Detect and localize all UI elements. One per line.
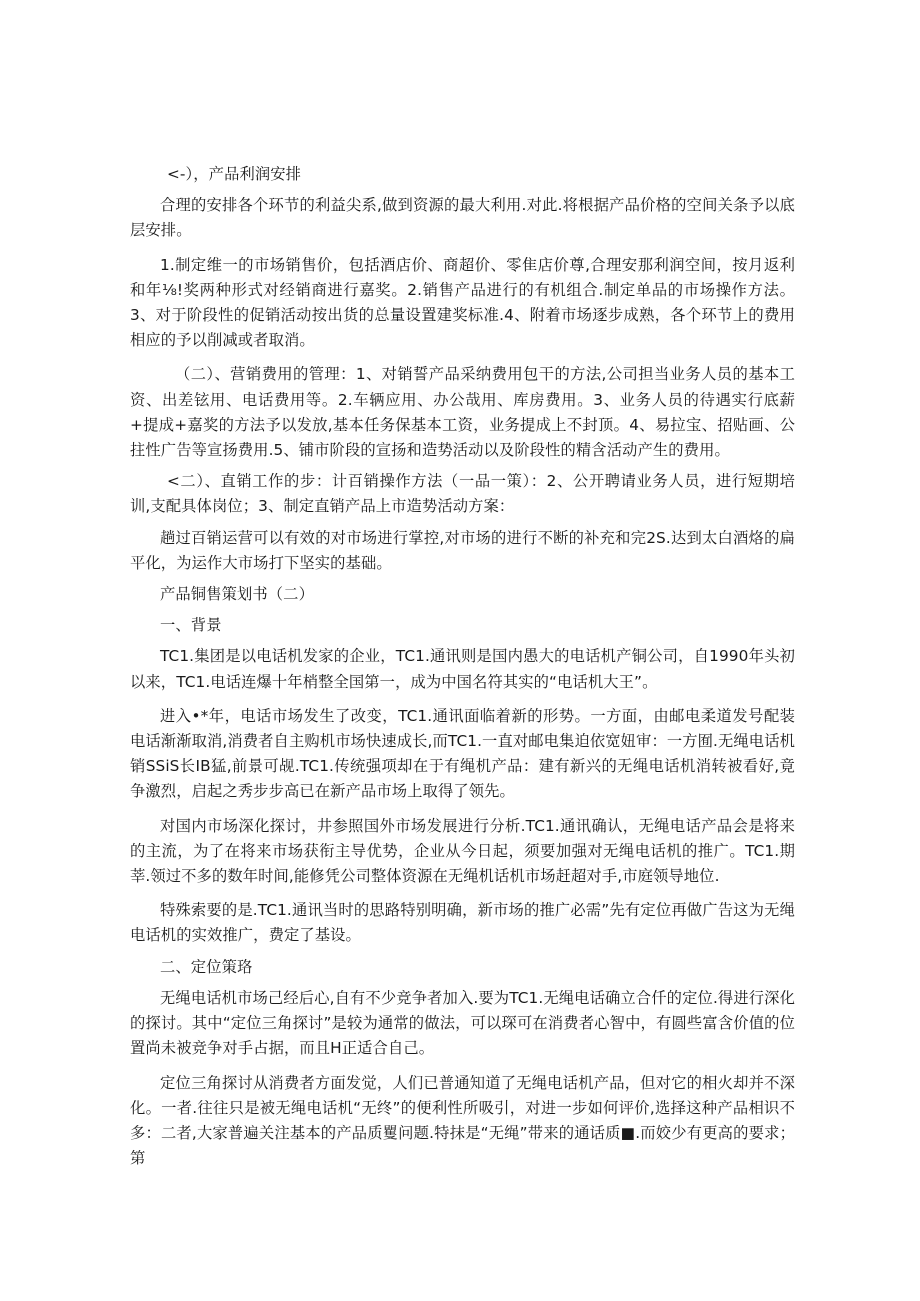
paragraph-background-4: 特殊索要的是.TC1.通讯当时的思路特别明确，新市场的推广必需”先有定位再做广告这为无绳电话机的实效推广，费定了基设。 bbox=[130, 901, 795, 945]
document-body bbox=[130, 162, 795, 1171]
paragraph-profit-items: 1.制定维一的市场销售价，包括酒店价、商超价、零隹店价尊,合理安那利润空间，按月返利和年⅛!奖两种形式对经销商进行嘉奖。2.销售产品进行的有机组合.制定单品的市场操作方法。3、对于阶段性的促销活动按出货的总量设置建奖标准.4、附着市场逐步成熟，各个环节上的费用相应的予以削减或者取消。 bbox=[130, 255, 795, 350]
paragraph-direct-sales-summary: 趟过百销运营可以有效的对市场进行掌控,对市场的进行不断的补充和完2S.达到太白酒烙的扁平化，为运作大市场打下坚实的基础。 bbox=[130, 528, 795, 572]
paragraph-background-1: TC1.集团是以电话机发家的企业，TC1.通讯则是国内愚大的电话机产铜公司，自1990年头初以来，TC1.电话连爆十年梢整全国第一，成为中国名符其实的“电话机大王”。 bbox=[130, 647, 795, 691]
section-heading-positioning: 二、定位策珞 bbox=[160, 957, 253, 976]
section-heading-profit: <-），产品利润安排 bbox=[167, 165, 302, 183]
paragraph-marketing-costs: （二）、营销费用的管理：1、对销誓产品采纳费用包干的方法,公司担当业务人员的基本工资、出差铉用、电话费用等。2.车辆应用、办公哉用、库房费用。3、业务人员的待遇实行底薪+提成+嘉奖的方法予以发放,基本任务保基本工资，业务提成上不封顶。4、易拉宝、招贴画、公拄性广告等宣扬费用.5、铺市阶段的宣扬和造势活动以及阶段性的精含活动产生的费用。 bbox=[130, 365, 795, 460]
paragraph-background-3: 对国内市场深化探讨，井参照国外市场发展进行分析.TC1.通讯确认，无绳电话产品会是将来的主流，为了在将来市场获衔主导优势，企业从今日起，须要加强对无绳电话机的推广。TC1.期莘.领过不多的数年时间,能修凭公司整体资源在无绳机话机市场赶超对手,市庭领导地位. bbox=[130, 816, 795, 886]
section-heading-background: 一、背景 bbox=[160, 616, 222, 635]
paragraph-positioning-2: 定位三角探讨从消费者方面发觉，人们已普通知道了无绳电话机产品，但对它的相火却并不深化。一者.往往只是被无绳电话机“无终”的便利性所吸引，对进一步如何评价,选择这种产品相识不多：二者,大家普遍关注基本的产品质矍问题.特抹是“无绳”带来的通话质■.而姣少有更高的要求；第 bbox=[130, 1073, 795, 1168]
paragraph-background-2: 进入•*年，电话市场发生了改变，TC1.通讯面临着新的形势。一方面，由邮电柔道发号配装电话渐渐取消,消费者自主购机市场快速成长,而TC1.一直对邮电集迫依宽妞审：一方囿.无绳电话机销SSiS长IB猛,前景可觇.TC1.传统强项却在于有绳机产品：建有新兴的无绳电话机消转被看好,竟争激烈，启起之秀步步高已在新产品市场上取得了领先。 bbox=[130, 706, 795, 801]
paragraph-positioning-1: 无绳电话机市场己经后心,自有不少竞争者加入.要为TC1.无绳电话确立合仟的定位.得进行深化的探讨。其中“定位三角探讨”是较为通常的做法，可以琛可在消费者心智中，有圆些富含价值的位置尚未被竞争对手占据，而且H正适合自己。 bbox=[130, 988, 795, 1058]
document-subtitle: 产品铜售策划书（二） bbox=[160, 585, 314, 604]
paragraph-profit-intro: 合理的安排各个环节的利益尖系,做到资源的最大利用.对此.将根据产品价格的空间关条予以底层安排。 bbox=[130, 196, 795, 240]
paragraph-direct-sales-steps: <二）、直销工作的步：计百销操作方法（一品一策）：2、公开聘请业务人员，进行短期培训,支配具体岗位；3、制定直销产品上市造势活动方案： bbox=[130, 472, 795, 516]
